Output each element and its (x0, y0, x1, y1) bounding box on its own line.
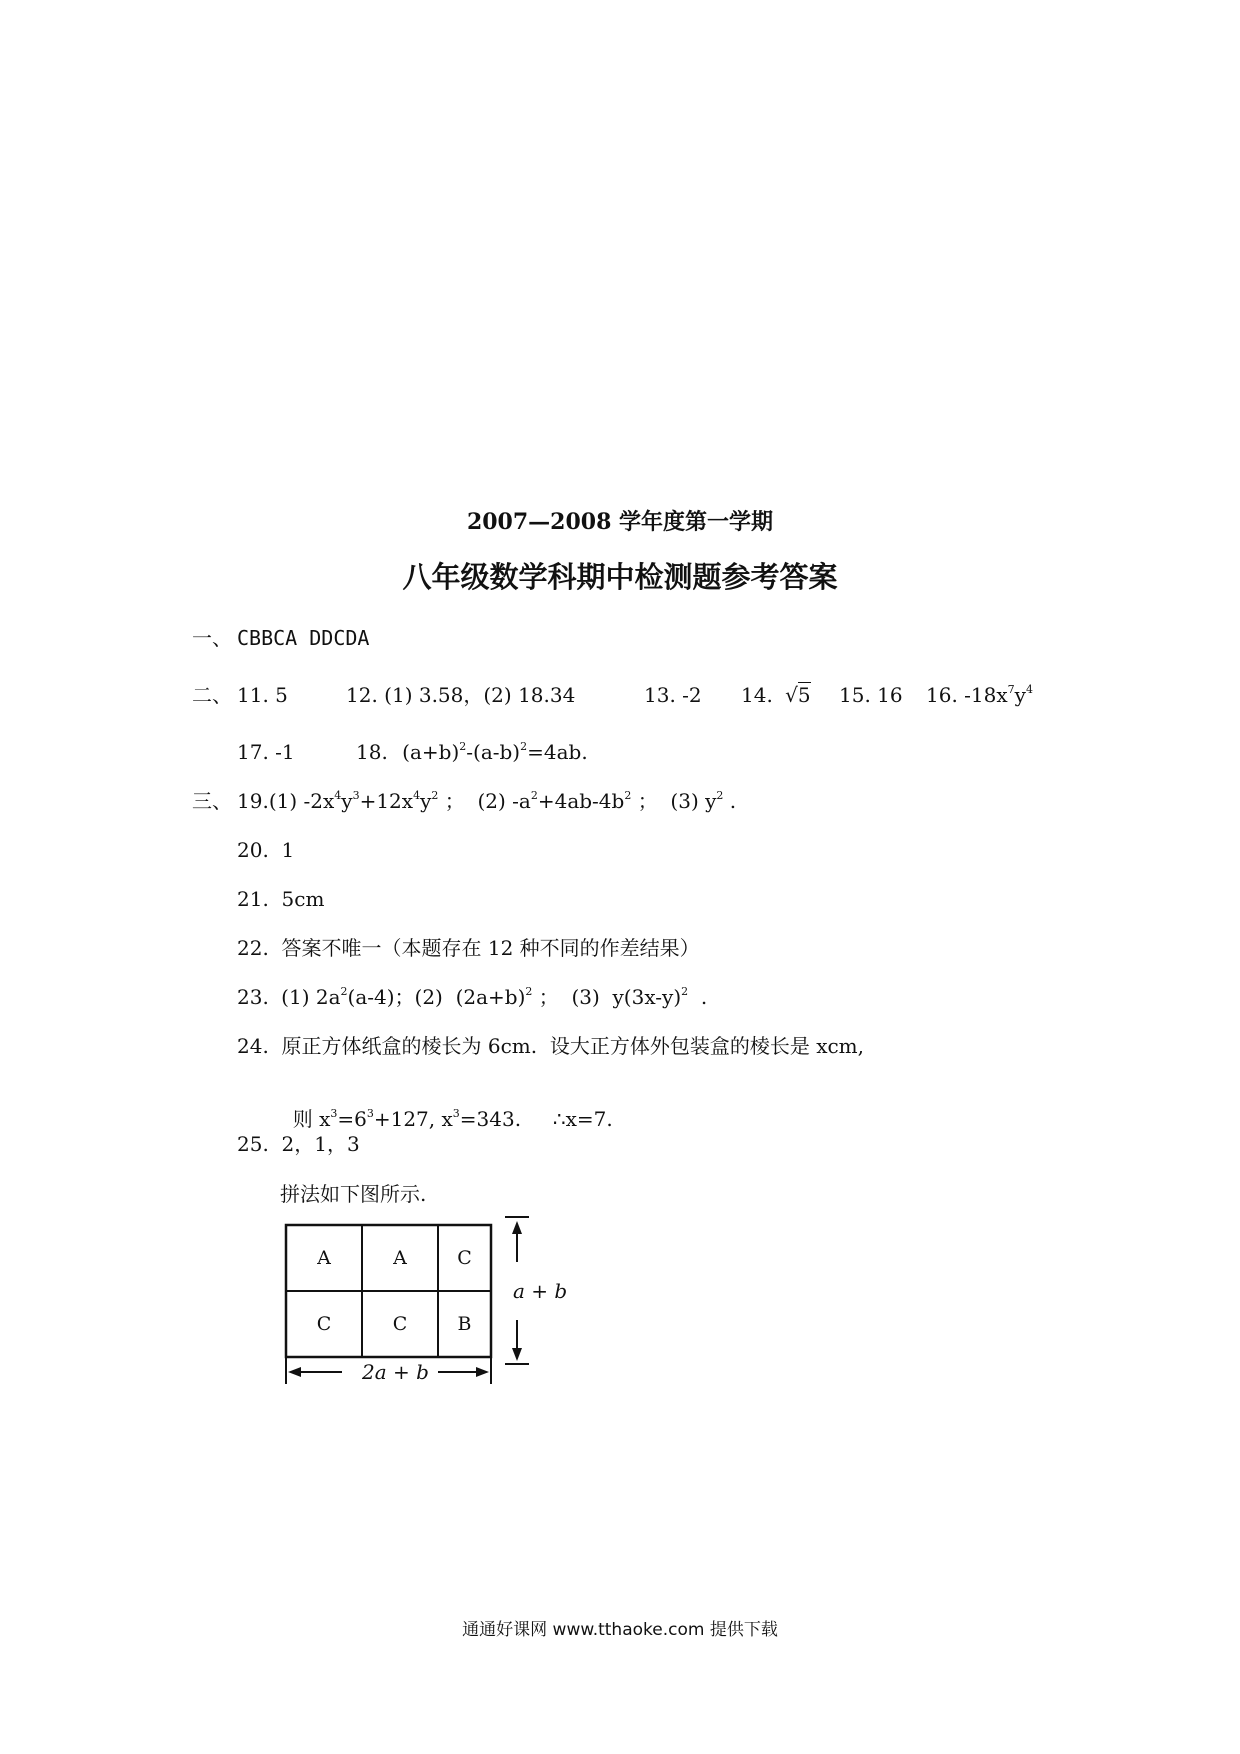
section2-label: 二、 (192, 683, 232, 707)
text: 则 x (292, 1107, 331, 1131)
answer-q14-label: 14. (741, 683, 773, 707)
answer-q13: 13. -2 (644, 683, 702, 707)
answer-q23-p1: (1) 2a (281, 985, 341, 1009)
section1-answers: CBBCA DDCDA (237, 626, 370, 650)
answer-q18-c: =4ab. (527, 740, 588, 764)
answer-q22: 22. 答案不唯一（本题存在 12 种不同的作差结果） (237, 936, 700, 960)
arrow-down-icon (512, 1348, 522, 1361)
answer-q16-exp1: 7 (1007, 683, 1015, 696)
exp: 2 (624, 789, 632, 802)
answer-q15: 15. 16 (839, 683, 903, 707)
tile-cell: B (457, 1313, 472, 1335)
answer-q24-line2 (280, 1083, 613, 1131)
answer-q20: 20. 1 (237, 838, 295, 862)
diagram-outer-border (286, 1225, 491, 1357)
exp: 2 (716, 789, 724, 802)
width-label: 2a + b (362, 1360, 429, 1384)
separator: ； (438, 789, 478, 813)
answer-q21: 21. 5cm (237, 887, 325, 911)
answer-q12: 12. (1) 3.58，(2) 18.34 (346, 683, 576, 707)
exp: 2 (340, 985, 348, 998)
tile-cell: C (457, 1247, 472, 1269)
answer-q19 (237, 789, 736, 813)
answer-q17: 17. -1 (237, 740, 295, 764)
exp: 4 (334, 789, 342, 802)
answer-q16 (926, 683, 1033, 707)
answer-q18-b: -(a-b) (466, 740, 521, 764)
answer-q19-p1: (1) -2x (268, 789, 335, 813)
doc-title-term: 2007—2008 学年度第一学期 (466, 509, 774, 535)
answer-q18-exp2: 2 (520, 740, 528, 753)
section1-label: 一、 (192, 626, 232, 650)
answer-q23 (237, 985, 707, 1009)
tile-cell: A (317, 1247, 331, 1269)
answer-q23-num: 23. (237, 985, 269, 1009)
exp: 3 (352, 789, 360, 802)
exp: 3 (330, 1107, 338, 1120)
arrow-up-icon (512, 1221, 522, 1234)
answer-q19-end: . (723, 789, 737, 813)
arrow-right-icon (476, 1367, 489, 1377)
exp: 3 (452, 1107, 460, 1120)
height-label: a + b (513, 1279, 568, 1303)
arrow-left-icon (288, 1367, 301, 1377)
tile-cell: A (393, 1247, 407, 1269)
exp: 3 (366, 1107, 374, 1120)
answer-q23-p1b: (a-4)；(2) (2a+b) (347, 985, 526, 1009)
answer-q19-p1c: +12x (359, 789, 414, 813)
tile-cell: C (392, 1313, 408, 1335)
answer-q18-a: (a+b) (402, 740, 460, 764)
answer-q23-p2b: ； (3) y(3x-y) (532, 985, 682, 1009)
text: =6 (337, 1107, 367, 1131)
exp: 2 (431, 789, 439, 802)
tile-cell: C (316, 1313, 332, 1335)
page-footer: 通通好课网 www.tthaoke.com 提供下载 (462, 1620, 778, 1640)
answer-q19-p3: (3) y (670, 789, 717, 813)
answer-q18-exp1: 2 (459, 740, 467, 753)
answer-q16-label: 16. -18x (926, 683, 1008, 707)
section3-label: 三、 (192, 789, 232, 813)
exp: 4 (413, 789, 421, 802)
answer-q11: 11. 5 (237, 683, 288, 707)
text: +127, x (373, 1107, 453, 1131)
answer-q19-p1b: y (341, 789, 353, 813)
answer-q14 (741, 683, 811, 707)
answer-q19-p2: (2) -a (477, 789, 531, 813)
answer-q19-num: 19. (237, 789, 269, 813)
answer-q19-p1d: y (420, 789, 432, 813)
answer-q18-label: 18. (356, 740, 388, 764)
exp: 2 (681, 985, 689, 998)
answer-q18 (356, 740, 588, 764)
answer-q14-value: 5 (797, 683, 811, 707)
answer-q16-exp2: 4 (1025, 683, 1033, 696)
answer-q19-p2b: +4ab-4b (537, 789, 625, 813)
exp: 2 (525, 985, 533, 998)
answer-q16-mid: y (1014, 683, 1026, 707)
answer-q23-end: . (688, 985, 708, 1009)
separator: ； (631, 789, 671, 813)
answer-q25-line1: 25. 2，1，3 (237, 1132, 360, 1156)
text: =343. ∴x=7. (459, 1107, 613, 1131)
sqrt-sign-icon: √ (785, 683, 798, 707)
exp: 2 (530, 789, 538, 802)
doc-title-main: 八年级数学科期中检测题参考答案 (402, 560, 838, 594)
answer-q25-line2: 拼法如下图所示. (280, 1182, 427, 1206)
answer-q24-line1: 24. 原正方体纸盒的棱长为 6cm. 设大正方体外包装盒的棱长是 xcm, (237, 1034, 865, 1058)
